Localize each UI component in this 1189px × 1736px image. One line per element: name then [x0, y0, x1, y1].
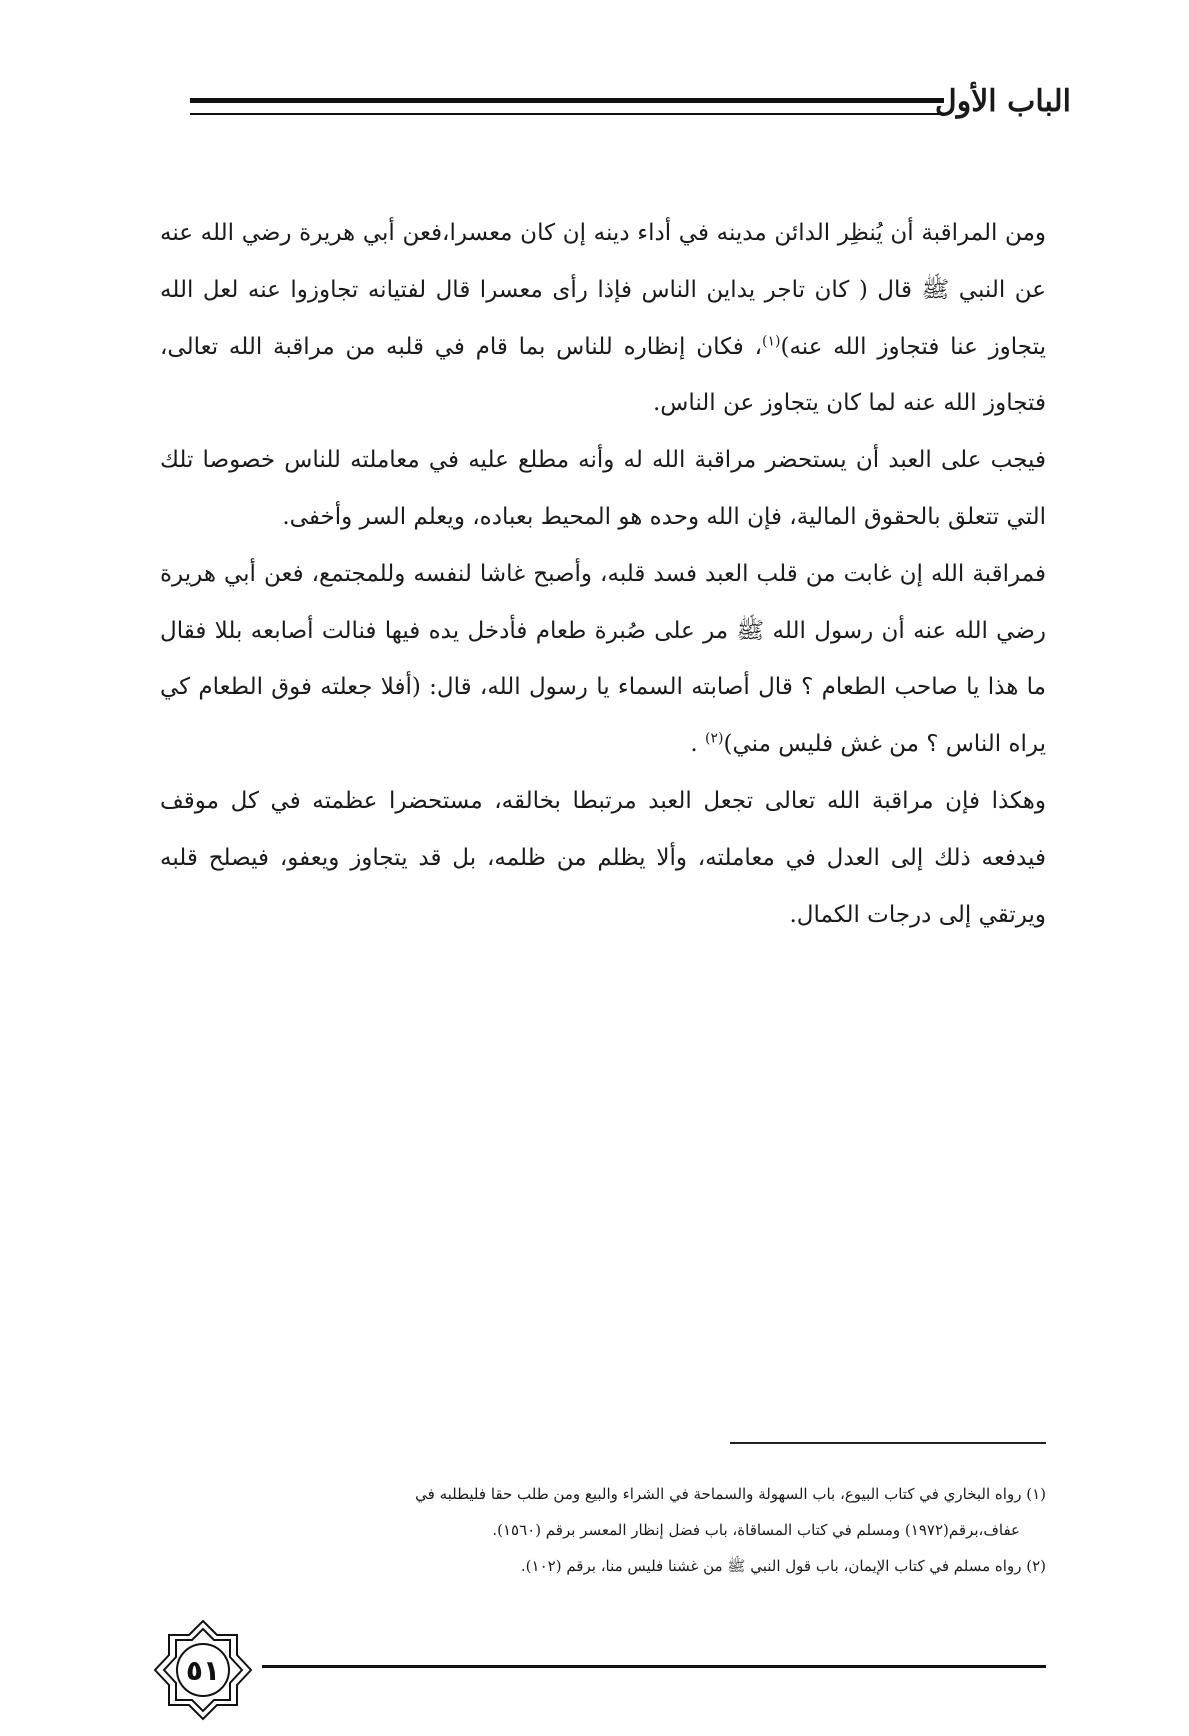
footnote-ref-1: (١)	[762, 332, 781, 349]
footer-rule	[262, 1665, 1046, 1668]
paragraph-4: وهكذا فإن مراقبة الله تعالى تجعل العبد مرتبطا بخالقه، مستحضرا عظمته في كل موقف فيدفعه ذلك إلى العدل في معاملته، وألا يظلم من ظلمه، بل قد يتجاوز ويعفو، فيصلح قلبه ويرتقي إلى درجات الكمال.	[160, 787, 1046, 928]
footnote-1-line-2: عفاف،برقم(١٩٧٢) ومسلم في كتاب المساقاة، باب فضل إنظار المعسر برقم (١٥٦٠).	[492, 1521, 1020, 1539]
page-number-ornament	[150, 1617, 256, 1723]
paragraph-3-text-b: .	[690, 731, 706, 758]
header-double-rule	[190, 98, 944, 115]
paragraph-1-text-a: ومن المراقبة أن يُنظِر الدائن مدينه في أداء دينه إن كان معسرا،فعن أبي هريرة رضي الله عنه عن النبي ﷺ قال ( كان تاجر يداين الناس فإذا رأى معسرا قال لفتيانه تجاوزوا عنه لعل الله يتجاوز عنا فتجاوز الله عنه)	[160, 220, 1046, 360]
paragraph-1	[160, 205, 1046, 432]
footnote-1-line-1: (١) رواه البخاري في كتاب البيوع، باب السهولة والسماحة في الشراء والبيع ومن طلب حقا فليطلبه في	[415, 1485, 1046, 1503]
paragraph-3	[160, 546, 1046, 773]
footnote-ref-2: (٢)	[705, 730, 724, 747]
paragraph-1-text-b: ، فكان إنظاره للناس بما قام في قلبه من مراقبة الله تعالى، فتجاوز الله عنه لما كان يتجاوز عن الناس.	[160, 333, 1046, 417]
main-text	[160, 205, 1046, 943]
footnote-2-line-1: (٢) رواه مسلم في كتاب الإيمان، باب قول النبي ﷺ من غشنا فليس منا، برقم (١٠٢).	[520, 1557, 1046, 1575]
chapter-header-title: الباب الأول	[934, 84, 1071, 119]
page-number: ٥١	[185, 1654, 221, 1687]
footnotes	[160, 1476, 1046, 1584]
paragraph-3-text-a: فمراقبة الله إن غابت من قلب العبد فسد قلبه، وأصبح غاشا لنفسه وللمجتمع، فعن أبي هريرة رضي الله عنه أن رسول الله ﷺ مر على صُبرة طعام فأدخل يده فيها فنالت أصابعه بللا فقال ما هذا يا صاحب الطعام ؟ قال أصابته السماء يا رسول الله، قال: (أفلا جعلته فوق الطعام كي يراه الناس ؟ من غش فليس مني)	[160, 560, 1046, 758]
paragraph-2: فيجب على العبد أن يستحضر مراقبة الله له وأنه مطلع عليه في معاملته للناس خصوصا تلك التي تتعلق بالحقوق المالية، فإن الله وحده هو المحيط بعباده، ويعلم السر وأخفى.	[160, 447, 1046, 530]
footnote-separator	[730, 1442, 1046, 1444]
